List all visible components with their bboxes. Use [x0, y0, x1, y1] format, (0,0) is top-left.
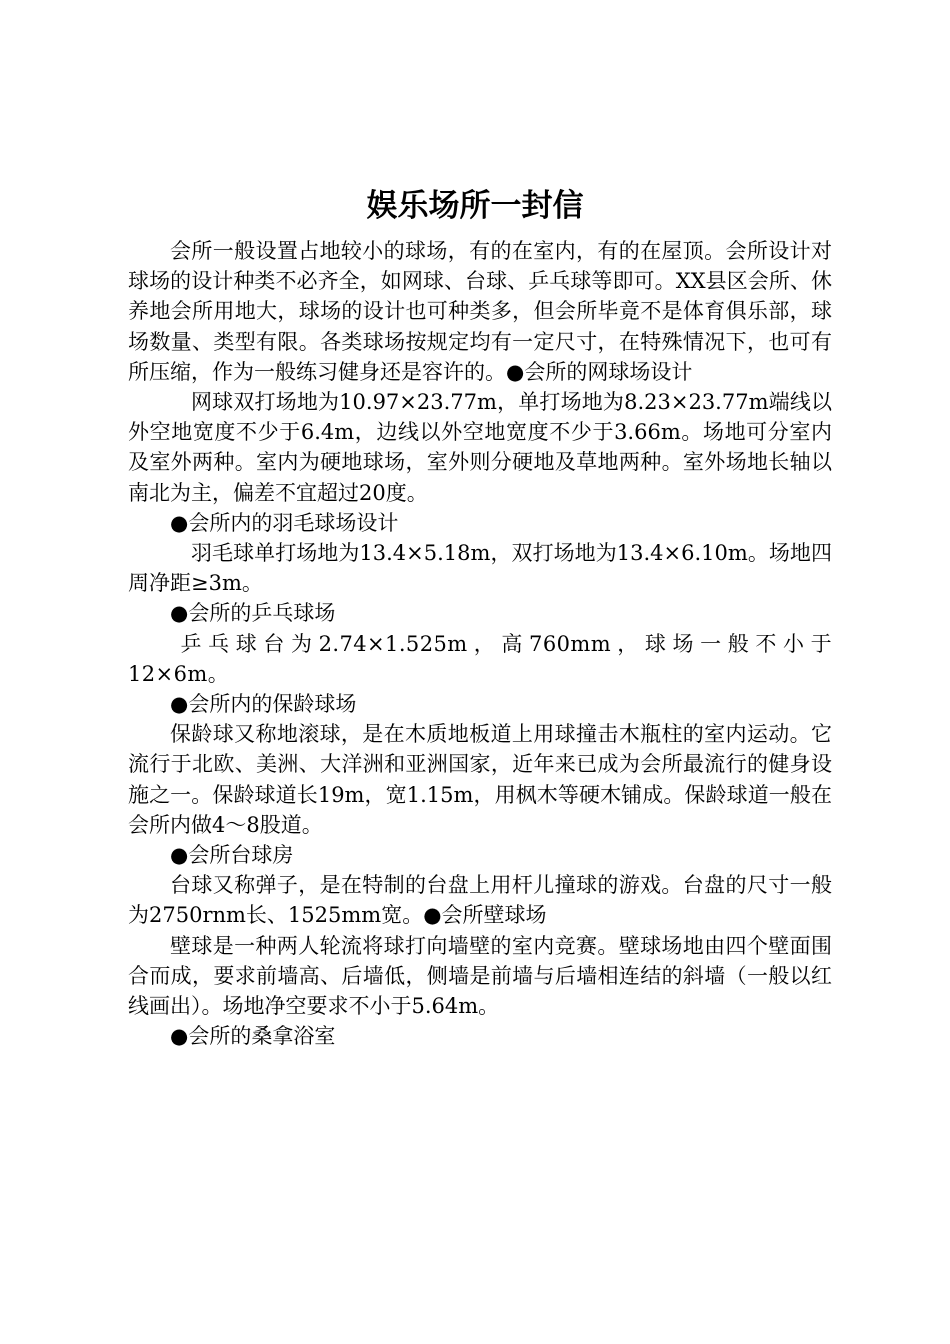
paragraph-bowling: 保龄球又称地滚球，是在木质地板道上用球撞击木瓶柱的室内运动。它流行于北欧、美洲、大洋洲和亚洲国家，近年来已成为会所最流行的健身设施之一。保龄球道长19m，宽1.15m，用枫木等硬木铺成。保龄球道一般在会所内做4～8股道。 [128, 722, 832, 837]
heading-bowling: ●会所内的保龄球场 [170, 692, 357, 717]
heading-table-tennis: ●会所的乒乓球场 [170, 601, 336, 626]
paragraph-billiards: 台球又称弹子，是在特制的台盘上用杆儿撞球的游戏。台盘的尺寸一般为2750rnm长、1525mm宽。●会所壁球场 [128, 873, 832, 928]
paragraph-badminton: 羽毛球单打场地为13.4×5.18m，双打场地为13.4×6.10m。场地四周净距≥3m。 [128, 541, 832, 596]
heading-sauna: ●会所的桑拿浴室 [170, 1024, 336, 1049]
paragraph-intro: 会所一般设置占地较小的球场，有的在室内，有的在屋顶。会所设计对球场的设计种类不必齐全，如网球、台球、乒乓球等即可。XX县区会所、休养地会所用地大，球场的设计也可种类多，但会所毕竟不是体育俱乐部，球场数量、类型有限。各类球场按规定均有一定尺寸，在特殊情况下，也可有所压缩，作为一般练习健身还是容许的。●会所的网球场设计 [128, 239, 832, 384]
paragraph-table-tennis: 乒乓球台为2.74×1.525m，高760mm，球场一般不小于12×6m。 [128, 631, 832, 686]
document-body [128, 236, 832, 1051]
heading-billiards: ●会所台球房 [170, 843, 294, 868]
document-title: 娱乐场所一封信 [366, 188, 584, 224]
paragraph-squash: 壁球是一种两人轮流将球打向墙壁的室内竞赛。壁球场地由四个壁面围合而成，要求前墙高、后墙低，侧墙是前墙与后墙相连结的斜墙（一般以红线画出）。场地净空要求不小于5.64m。 [128, 933, 832, 1019]
paragraph-tennis: 网球双打场地为10.97×23.77m，单打场地为8.23×23.77m端线以外空地宽度不少于6.4m，边线以外空地宽度不少于3.66m。场地可分室内及室外两种。室内为硬地球场，室外则分硬地及草地两种。室外场地长轴以南北为主，偏差不宜超过20度。 [128, 390, 832, 505]
heading-badminton: ●会所内的羽毛球场设计 [170, 510, 399, 535]
